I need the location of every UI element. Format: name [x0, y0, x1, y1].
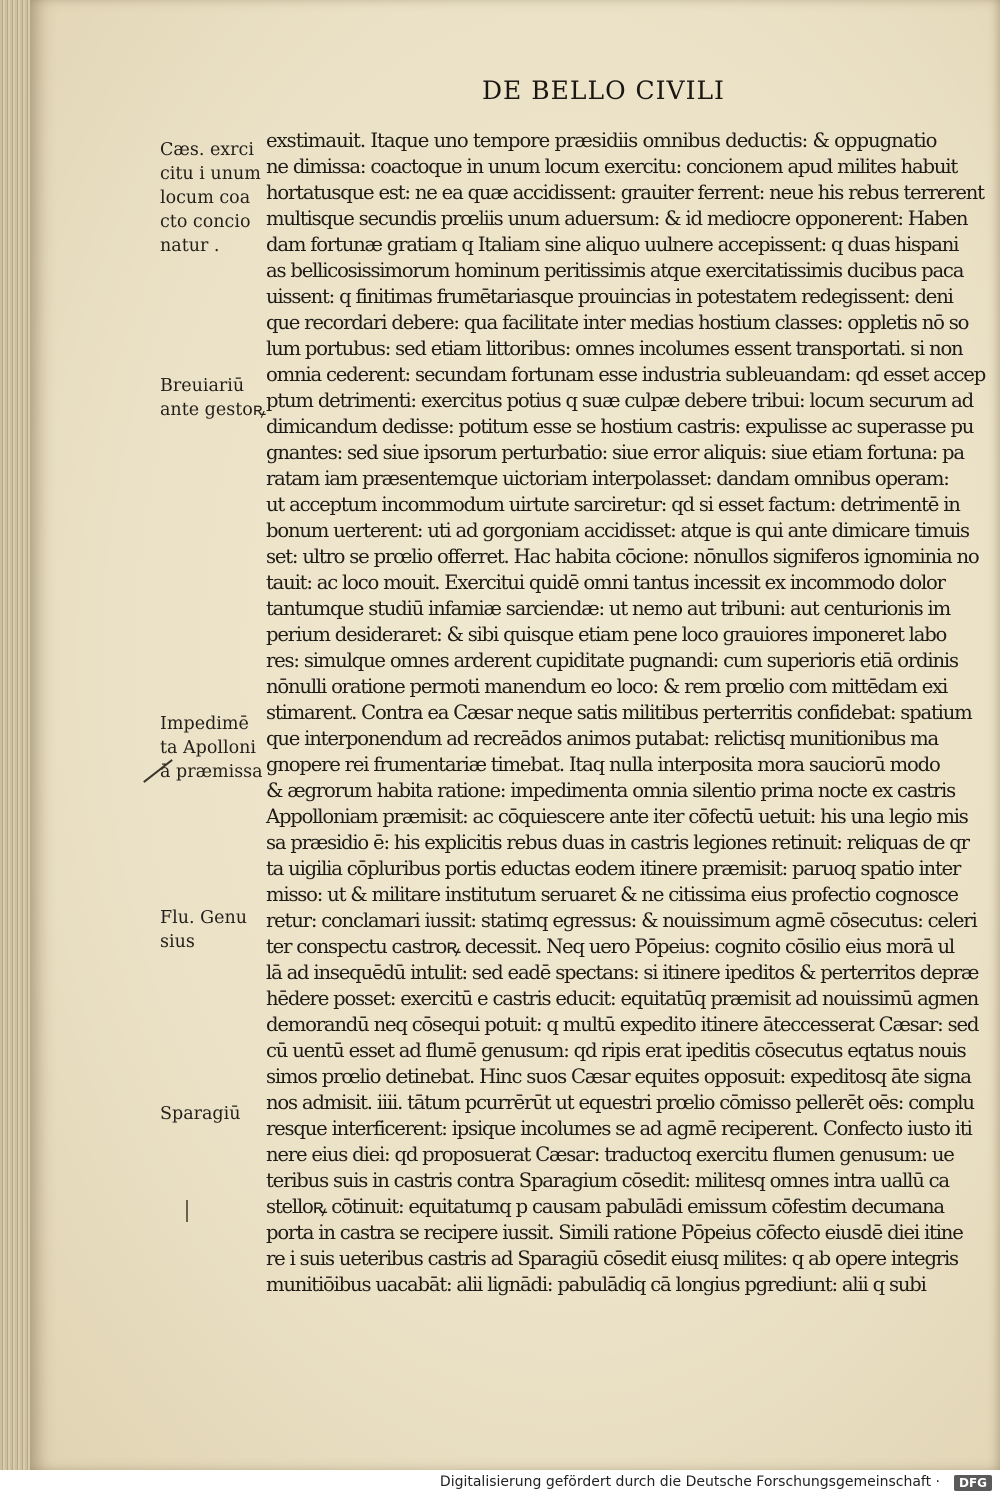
- text-line: re i suis ueteribus castris ad Sparagiū cōsedit eiusq milites: q ab opere integris: [266, 1247, 958, 1270]
- marginal-note-line: Sparagiū: [160, 1104, 241, 1124]
- text-line: lā ad insequēdū intulit: sed eadē spectans: si itinere ipeditos & perterritos depræ: [266, 961, 979, 984]
- marginal-note-1: [160, 138, 261, 258]
- marginal-note-line: Cæs. exrci: [160, 140, 254, 160]
- text-line: porta in castra se recipere iussit. Simili ratione Pōpeius cōfecto eiusdē diei itine: [266, 1221, 963, 1244]
- marginal-note-2: [160, 374, 266, 422]
- text-line: bonum uerterent: uti ad gorgoniam accidisset: atque is qui ante dimicare timuis: [266, 519, 969, 542]
- marginal-note-line: Impedimē: [160, 714, 249, 734]
- text-line: nōnulli oratione permoti manendum eo loco: & rem prœlio com mittēdam exi: [266, 675, 948, 698]
- text-line: gnopere rei frumentariæ timebat. Itaq nulla interposita mora sauciorū modo: [266, 753, 940, 776]
- text-line: perium desideraret: & sibi quisque etiam pene loco grauiores imponeret labo: [266, 623, 947, 646]
- text-line: stimarent. Contra ea Cæsar neque satis militibus perterritis confidebat: spatium: [266, 701, 972, 724]
- text-line: hēdere posset: exercitū e castris educit: equitatūq præmisit ad nouissimū agmen: [266, 987, 979, 1010]
- running-head: DE BELLO CIVILI: [482, 76, 725, 105]
- main-text-block: [266, 128, 986, 1298]
- text-line: hortatusque est: ne ea quæ accidissent: grauiter ferrent: neue his rebus terrerent: [266, 181, 984, 204]
- text-line: ta uigilia cōpluribus portis eductas eodem itinere præmisit: paruoq spatio inter: [266, 857, 961, 880]
- text-line: set: ultro se prœlio offerret. Hac habita cōcione: nōnullos signiferos ignominia no: [266, 545, 979, 568]
- text-line: retur: conclamari iussit: statimq egressus: & nouissimum agmē cōsecutus: celeri: [266, 909, 977, 932]
- marginal-note-line: natur .: [160, 236, 220, 256]
- text-line: nere eius diei: qd proposuerat Cæsar: traductoq exercitu flumen genusum: ue: [266, 1143, 954, 1166]
- ink-tick-mark: [186, 1200, 188, 1222]
- marginal-note-line: locum coa: [160, 188, 251, 208]
- text-line: ptum detrimenti: exercitus potius q suæ culpæ debere tribui: locum securum ad: [266, 389, 973, 412]
- marginal-note-4: [160, 906, 247, 954]
- marginal-note-line: sius: [160, 932, 195, 952]
- bleed-through-right-margin: [140, 300, 145, 324]
- text-line: teribus suis in castris contra Sparagium cōsedit: militesq omnes intra uallū ca: [266, 1169, 949, 1192]
- dfg-logo: DFG: [954, 1475, 992, 1491]
- text-line: misso: ut & militare institutum seruaret & ne citissima eius profectio cognosce: [266, 883, 958, 906]
- marginal-note-line: ante gestoꝶ: [160, 400, 266, 420]
- marginal-note-line: cto concio: [160, 212, 251, 232]
- footer-credit: Digitalisierung gefördert durch die Deutsche Forschungsgemeinschaft ·: [439, 1474, 940, 1490]
- text-line: omnia cederent: secundam fortunam esse industria subleuandam: qd esset accep: [266, 363, 986, 386]
- marginal-note-line: Breuiariū: [160, 376, 245, 396]
- text-line: tauit: ac loco mouit. Exercitui quidē omni tantus incessit ex incommodo dolor: [266, 571, 945, 594]
- text-line: multisque secundis prœliis unum aduersum: & id mediocre opponerent: Haben: [266, 207, 968, 230]
- text-line: dimicandum dedisse: potitum esse se hostium castris: expulisse ac superasse pu: [266, 415, 974, 438]
- text-line: nos admisit. iiii. tātum pcurrērūt ut equestri prœlio cōmisso pellerēt oēs: complu: [266, 1091, 974, 1114]
- text-line: gnantes: sed siue ipsorum perturbatio: siue error aliquis: siue etiam fortuna: pa: [266, 441, 964, 464]
- text-line: ut acceptum incommodum uirtute sarciretur: qd si esset factum: detrimentē in: [266, 493, 960, 516]
- footer-bar: [0, 1470, 1000, 1498]
- text-line: ratam iam præsentemque uictoriam interpolasset: dandam omnibus operam:: [266, 467, 949, 490]
- text-line: stelloꝶ cōtinuit: equitatumq p causam pabulādi emissum cōfestim decumana: [266, 1195, 944, 1218]
- text-line: uissent: q finitimas frumētariasque prouincias in potestatem redegissent: deni: [266, 285, 953, 308]
- text-line: ter conspectu castroꝶ decessit. Neq uero Pōpeius: cognito cōsilio eius morā ul: [266, 935, 954, 958]
- text-line: lum portubus: sed etiam littoribus: omnes incolumes essent transportati. si non: [266, 337, 963, 360]
- text-line: que interponendum ad recreādos animos putabat: relictisq munitionibus ma: [266, 727, 939, 750]
- text-line: dam fortunæ gratiam q Italiam sine aliquo uulnere accepissent: q duas hispani: [266, 233, 959, 256]
- text-line: tantumque studiū infamiæ sarciendæ: ut nemo aut tribuni: aut centurionis im: [266, 597, 950, 620]
- text-line: demorandū neq cōsequi potuit: q multū expedito itinere āteccesserat Cæsar: sed: [266, 1013, 979, 1036]
- book-page-edges: [0, 0, 34, 1470]
- text-line: exstimauit. Itaque uno tempore præsidiis omnibus deductis: & oppugnatio: [266, 129, 937, 152]
- marginal-note-line: ta Apolloni: [160, 738, 257, 758]
- text-line: ne dimissa: coactoque in unum locum exercitu: concionem apud milites habuit: [266, 155, 958, 178]
- text-line: Appolloniam præmisit: ac cōquiescere ante iter cōfectū uetuit: his una legio mis: [266, 805, 968, 828]
- marginal-note-line: ā præmissa: [160, 762, 263, 782]
- text-line: resque interficerent: ipsique incolumes se ad agmē reciperent. Confecto iusto iti: [266, 1117, 972, 1140]
- marginal-note-line: Flu. Genu: [160, 908, 248, 928]
- marginal-note-line: citu i unum: [160, 164, 261, 184]
- text-line: simos prœlio detinebat. Hinc suos Cæsar equites opposuit: expeditosq āte signa: [266, 1065, 971, 1088]
- text-line: & ægrorum habita ratione: impedimenta omnia silentio prima nocte ex castris: [266, 779, 955, 802]
- text-line: que recordari debere: qua facilitate inter medias hostium classes: oppletis nō so: [266, 311, 969, 334]
- marginal-note-5: [160, 1102, 241, 1126]
- text-line: cū uentū esset ad flumē genusum: qd ripis erat ipeditis cōsecutus eqtatus nouis: [266, 1039, 966, 1062]
- text-line: munitiōibus uacabāt: alii lignādi: pabulādiq cā longius pgrediunt: alii q subi: [266, 1273, 926, 1296]
- text-line: res: simulque omnes arderent cupiditate pugnandi: cum superioris etiā ordinis: [266, 649, 958, 672]
- text-line: as bellicosissimorum hominum peritissimis atque exercitatissimis ducibus paca: [266, 259, 964, 282]
- text-line: sa præsidio ē: his explicitis rebus duas in castris legiones retinuit: reliquas de qr: [266, 831, 969, 854]
- marginal-note-3: [160, 712, 263, 784]
